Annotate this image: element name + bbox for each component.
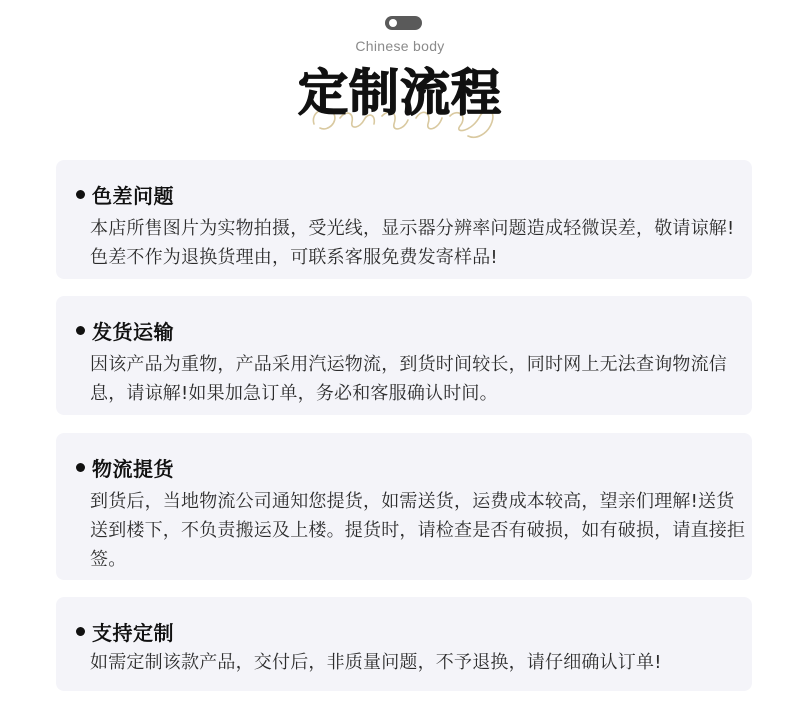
card-title: 发货运输 [92,319,174,344]
card-heading [76,180,174,208]
toggle-knob [389,19,397,27]
bullet-dot-icon [76,190,85,199]
info-card-color-difference [56,160,752,279]
title-block [0,62,800,142]
info-card-shipping [56,296,752,415]
card-body: 到货后，当地物流公司通知您提货，如需送货，运费成本较高，望亲们理解!送货送到楼下，不负责搬运及上楼。提货时，请检查是否有破损，如有破损，请直接拒签。 [90,491,746,570]
card-title: 支持定制 [92,620,174,645]
bullet-dot-icon [76,326,85,335]
card-title: 色差问题 [92,183,174,208]
info-card-customization [56,597,752,691]
card-heading [76,617,174,645]
page-subtitle: Chinese body [355,38,445,54]
card-body: 本店所售图片为实物拍摄，受光线，显示器分辨率问题造成轻微误差，敬请谅解!色差不作为退换货理由，可联系客服免费发寄样品! [90,218,735,268]
bullet-dot-icon [76,463,85,472]
card-title: 物流提货 [92,456,174,481]
card-body: 因该产品为重物，产品采用汽运物流，到货时间较长，同时网上无法查询物流信息，请谅解!如果加急订单，务必和客服确认时间。 [90,354,727,404]
page-header [0,0,800,150]
info-card-pickup [56,433,752,580]
card-body: 如需定制该款产品，交付后，非质量问题，不予退换，请仔细确认订单! [90,652,662,673]
card-heading [76,316,174,344]
toggle-switch-icon [385,16,422,30]
card-heading [76,453,174,481]
bullet-dot-icon [76,627,85,636]
page-title: 定制流程 [298,64,502,122]
